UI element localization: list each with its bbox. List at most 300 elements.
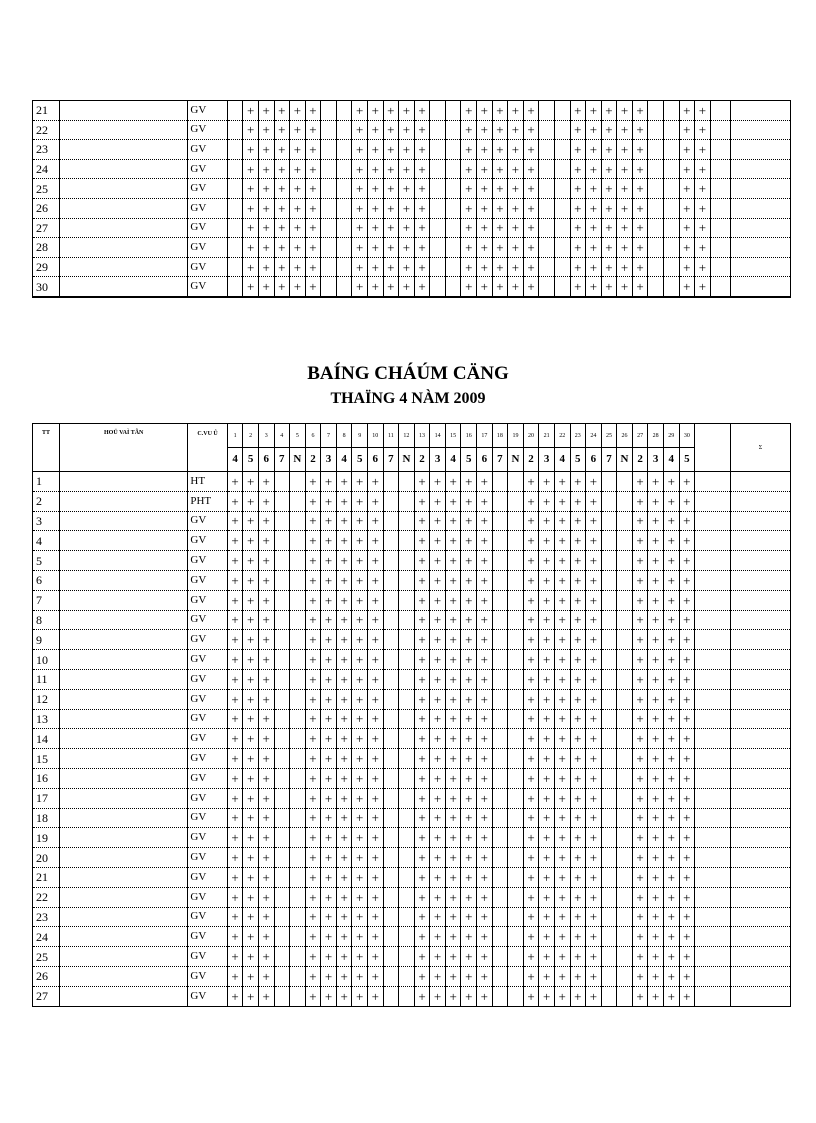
attendance-cell [508,768,524,788]
position-cell: PHT [188,491,227,511]
extra-cell [695,551,731,571]
attendance-cell: + [601,218,617,238]
attendance-cell: + [445,491,461,511]
attendance-cell: + [523,947,539,967]
name-cell [60,788,188,808]
attendance-cell: + [243,768,259,788]
attendance-cell: + [461,590,477,610]
attendance-cell: + [227,788,243,808]
attendance-cell: + [367,749,383,769]
attendance-cell: + [430,610,446,630]
attendance-cell: + [243,179,259,199]
attendance-cell: + [586,669,602,689]
attendance-cell: + [539,828,555,848]
name-cell [60,709,188,729]
attendance-cell: + [352,768,368,788]
row-number: 15 [33,749,60,769]
attendance-cell: + [367,238,383,258]
attendance-cell: + [321,650,337,670]
attendance-cell [492,689,508,709]
attendance-cell: + [663,570,679,590]
attendance-cell: + [523,590,539,610]
extra-cell [695,590,731,610]
attendance-cell: + [290,198,306,218]
attendance-cell [508,669,524,689]
attendance-cell: + [445,610,461,630]
attendance-cell [290,927,306,947]
attendance-cell: + [461,198,477,218]
attendance-cell: + [632,570,648,590]
attendance-cell: + [586,198,602,218]
attendance-cell [290,669,306,689]
attendance-cell: + [243,848,259,868]
attendance-cell: + [352,198,368,218]
attendance-cell: + [336,669,352,689]
attendance-cell: + [352,689,368,709]
attendance-cell: + [321,768,337,788]
attendance-cell: + [461,808,477,828]
attendance-cell: + [367,101,383,121]
day-number: 30 [679,424,695,448]
extra-cell [710,277,730,297]
attendance-cell: + [305,808,321,828]
row-number: 12 [33,689,60,709]
attendance-cell [508,551,524,571]
attendance-cell: + [648,669,664,689]
attendance-cell: + [305,828,321,848]
attendance-cell: + [477,927,493,947]
attendance-cell: + [305,729,321,749]
attendance-cell: + [243,650,259,670]
day-number: 16 [461,424,477,448]
name-cell [60,808,188,828]
attendance-cell: + [617,140,633,160]
row-number: 26 [33,198,60,218]
attendance-cell: + [554,808,570,828]
attendance-cell: + [648,590,664,610]
attendance-cell [601,887,617,907]
attendance-cell: + [305,986,321,1006]
attendance-cell: + [352,729,368,749]
total-cell [730,630,790,650]
attendance-cell: + [367,218,383,238]
attendance-cell: + [695,140,711,160]
attendance-cell: + [523,927,539,947]
attendance-cell: + [227,848,243,868]
attendance-cell: + [601,277,617,297]
attendance-cell: + [258,570,274,590]
attendance-cell [383,491,399,511]
attendance-cell: + [352,927,368,947]
attendance-cell: + [663,551,679,571]
attendance-cell [399,531,415,551]
attendance-cell [617,808,633,828]
total-cell [730,120,790,140]
attendance-cell [383,669,399,689]
attendance-cell [601,768,617,788]
attendance-cell: + [258,709,274,729]
table-row [33,709,791,729]
attendance-cell: + [243,808,259,828]
attendance-cell: + [445,887,461,907]
attendance-cell: + [305,590,321,610]
attendance-cell: + [554,669,570,689]
attendance-cell [663,218,679,238]
attendance-cell: + [227,570,243,590]
attendance-cell: + [554,966,570,986]
attendance-cell: + [695,159,711,179]
table-row [33,120,791,140]
attendance-cell: + [632,257,648,277]
attendance-cell: + [445,848,461,868]
attendance-cell [274,828,290,848]
attendance-cell: + [492,257,508,277]
weekday-label: 5 [461,448,477,472]
attendance-cell: + [648,570,664,590]
table-row [33,788,791,808]
row-number: 13 [33,709,60,729]
position-cell: GV [188,768,227,788]
attendance-cell [290,768,306,788]
row-number: 8 [33,610,60,630]
attendance-cell: + [461,630,477,650]
attendance-cell: + [367,472,383,492]
attendance-cell: + [523,709,539,729]
attendance-cell: + [274,238,290,258]
attendance-cell: + [461,218,477,238]
position-cell: GV [188,966,227,986]
attendance-cell [617,472,633,492]
attendance-cell: + [352,238,368,258]
attendance-cell: + [477,511,493,531]
attendance-cell: + [227,867,243,887]
attendance-cell: + [492,238,508,258]
attendance-cell: + [461,650,477,670]
attendance-cell: + [414,927,430,947]
attendance-cell: + [352,218,368,238]
attendance-cell: + [679,590,695,610]
extra-cell [695,848,731,868]
attendance-cell: + [554,907,570,927]
attendance-cell [601,511,617,531]
attendance-cell [445,159,461,179]
attendance-cell: + [477,159,493,179]
attendance-cell: + [290,257,306,277]
attendance-cell: + [430,590,446,610]
attendance-cell: + [274,257,290,277]
attendance-cell [383,610,399,630]
extra-cell [695,966,731,986]
attendance-cell [290,511,306,531]
attendance-cell: + [679,848,695,868]
attendance-cell [539,120,555,140]
attendance-cell: + [663,630,679,650]
attendance-cell [617,511,633,531]
attendance-cell [274,630,290,650]
attendance-cell: + [321,689,337,709]
extra-cell [710,198,730,218]
attendance-cell: + [461,511,477,531]
weekday-label: 6 [367,448,383,472]
attendance-cell [430,159,446,179]
attendance-cell: + [336,491,352,511]
attendance-cell: + [430,709,446,729]
attendance-cell: + [523,179,539,199]
attendance-cell: + [399,120,415,140]
attendance-cell [336,277,352,297]
attendance-cell: + [679,511,695,531]
weekday-label: N [399,448,415,472]
weekday-label: 3 [321,448,337,472]
attendance-cell: + [523,808,539,828]
attendance-cell: + [508,277,524,297]
attendance-cell [617,768,633,788]
attendance-cell: + [477,491,493,511]
attendance-cell: + [554,551,570,571]
position-cell: GV [188,101,227,121]
attendance-cell [617,907,633,927]
total-cell [730,669,790,689]
attendance-cell: + [477,788,493,808]
attendance-cell: + [648,709,664,729]
attendance-cell [492,749,508,769]
attendance-cell: + [570,511,586,531]
table-row [33,630,791,650]
attendance-cell: + [508,238,524,258]
attendance-cell: + [305,669,321,689]
attendance-cell: + [695,101,711,121]
name-cell [60,729,188,749]
attendance-cell [601,630,617,650]
attendance-cell [508,848,524,868]
attendance-cell: + [570,218,586,238]
attendance-cell: + [477,986,493,1006]
attendance-cell: + [695,120,711,140]
attendance-cell: + [305,768,321,788]
extra-cell [695,610,731,630]
attendance-cell: + [336,551,352,571]
attendance-cell: + [336,986,352,1006]
attendance-cell [399,828,415,848]
attendance-cell: + [586,511,602,531]
attendance-cell: + [492,179,508,199]
attendance-cell: + [352,472,368,492]
attendance-cell: + [539,630,555,650]
attendance-cell: + [539,511,555,531]
attendance-cell: + [430,947,446,967]
attendance-cell: + [399,159,415,179]
attendance-cell: + [305,788,321,808]
day-number: 5 [290,424,306,448]
attendance-cell: + [632,179,648,199]
attendance-cell [601,491,617,511]
attendance-cell: + [570,709,586,729]
attendance-cell: + [586,867,602,887]
attendance-cell: + [663,986,679,1006]
attendance-cell: + [570,848,586,868]
day-number: 9 [352,424,368,448]
attendance-cell: + [586,590,602,610]
attendance-cell [554,120,570,140]
attendance-cell: + [632,867,648,887]
attendance-cell: + [367,610,383,630]
attendance-cell: + [243,788,259,808]
name-cell [60,159,188,179]
attendance-cell: + [305,238,321,258]
attendance-cell: + [586,927,602,947]
attendance-cell: + [321,669,337,689]
attendance-cell [617,966,633,986]
attendance-cell [430,257,446,277]
attendance-cell [383,808,399,828]
attendance-cell [508,749,524,769]
attendance-cell [508,887,524,907]
attendance-cell: + [305,472,321,492]
attendance-cell [492,907,508,927]
attendance-cell: + [539,551,555,571]
attendance-cell: + [632,630,648,650]
attendance-cell: + [586,966,602,986]
weekday-label: 5 [679,448,695,472]
attendance-cell: + [258,768,274,788]
table-row [33,907,791,927]
attendance-cell: + [367,590,383,610]
attendance-cell: + [414,768,430,788]
attendance-cell: + [679,159,695,179]
attendance-cell: + [570,867,586,887]
attendance-cell [508,867,524,887]
attendance-cell: + [570,768,586,788]
row-number: 17 [33,788,60,808]
attendance-cell: + [523,491,539,511]
attendance-cell: + [570,630,586,650]
attendance-cell: + [679,927,695,947]
attendance-cell: + [414,907,430,927]
attendance-cell: + [258,590,274,610]
attendance-cell: + [336,630,352,650]
attendance-cell: + [336,749,352,769]
total-cell [730,472,790,492]
attendance-cell [445,179,461,199]
attendance-cell: + [523,788,539,808]
attendance-cell [554,257,570,277]
attendance-cell [383,848,399,868]
attendance-cell: + [601,179,617,199]
attendance-cell: + [586,729,602,749]
table-row [33,257,791,277]
attendance-cell: + [367,768,383,788]
attendance-cell: + [461,749,477,769]
attendance-cell: + [414,610,430,630]
attendance-cell: + [539,491,555,511]
row-number: 1 [33,472,60,492]
attendance-cell: + [461,947,477,967]
attendance-cell: + [290,277,306,297]
attendance-cell: + [430,729,446,749]
attendance-cell [492,531,508,551]
row-number: 9 [33,630,60,650]
attendance-cell: + [445,986,461,1006]
attendance-cell: + [321,887,337,907]
attendance-cell: + [492,120,508,140]
name-cell [60,472,188,492]
attendance-cell [601,669,617,689]
position-cell: GV [188,828,227,848]
extra-cell [695,630,731,650]
attendance-cell [508,491,524,511]
attendance-cell: + [414,848,430,868]
table-row [33,590,791,610]
position-cell: GV [188,198,227,218]
attendance-cell [383,511,399,531]
attendance-cell: + [570,907,586,927]
attendance-cell: + [243,472,259,492]
attendance-cell [383,531,399,551]
attendance-cell: + [632,729,648,749]
attendance-cell [274,689,290,709]
attendance-cell: + [352,828,368,848]
total-cell [730,198,790,218]
attendance-cell: + [258,808,274,828]
attendance-cell: + [570,140,586,160]
attendance-cell: + [336,828,352,848]
attendance-cell: + [243,729,259,749]
attendance-cell: + [336,927,352,947]
attendance-cell [663,101,679,121]
name-cell [60,531,188,551]
attendance-cell: + [352,590,368,610]
attendance-cell: + [414,887,430,907]
attendance-cell: + [539,709,555,729]
attendance-cell: + [477,590,493,610]
attendance-cell: + [617,101,633,121]
attendance-cell: + [445,630,461,650]
table-row [33,277,791,297]
attendance-cell: + [336,472,352,492]
attendance-cell: + [554,590,570,610]
table-row [33,198,791,218]
attendance-cell: + [601,120,617,140]
attendance-cell: + [570,749,586,769]
table-row [33,729,791,749]
attendance-cell [336,257,352,277]
attendance-cell: + [679,966,695,986]
attendance-cell: + [539,570,555,590]
attendance-cell [539,277,555,297]
attendance-cell: + [430,788,446,808]
attendance-cell: + [430,511,446,531]
row-number: 3 [33,511,60,531]
total-cell [730,749,790,769]
attendance-cell: + [243,630,259,650]
name-cell [60,610,188,630]
attendance-cell: + [648,848,664,868]
day-number: 14 [430,424,446,448]
attendance-cell: + [461,472,477,492]
attendance-cell: + [430,768,446,788]
attendance-cell: + [570,570,586,590]
attendance-cell [336,238,352,258]
attendance-cell: + [414,159,430,179]
attendance-cell: + [367,887,383,907]
position-cell: GV [188,511,227,531]
attendance-cell [399,927,415,947]
attendance-cell [430,277,446,297]
attendance-cell: + [227,610,243,630]
weekday-label: 7 [601,448,617,472]
day-number: 26 [617,424,633,448]
row-number: 2 [33,491,60,511]
